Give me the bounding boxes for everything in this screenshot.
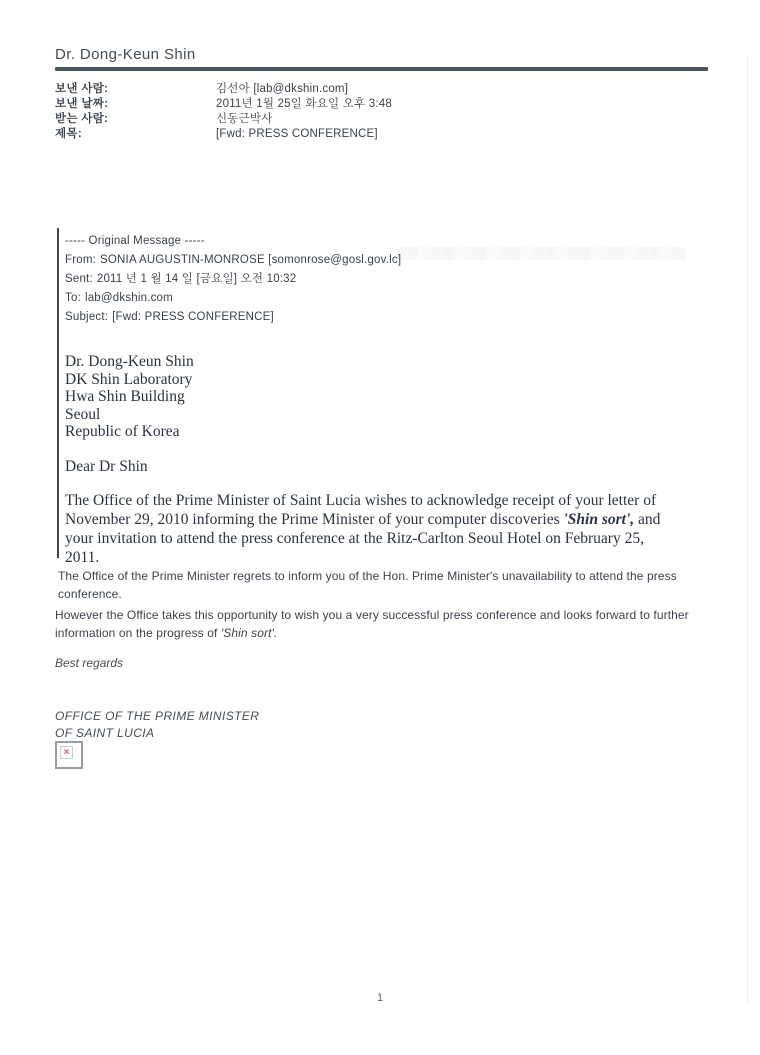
quote-header-value: lab@dkshin.com [84, 292, 173, 304]
quote-header-subject [65, 308, 677, 327]
quote-header-label: Subject: [65, 311, 109, 323]
mail-header-row-from [55, 82, 392, 97]
address-line: Hwa Shin Building [65, 388, 185, 405]
however-paragraph [55, 606, 705, 642]
broken-image-icon [60, 746, 73, 759]
however-text: However the Office takes this opportunity to wish you a very successful press conference and looks forward to further information on the progress of [55, 608, 689, 640]
quote-header-label: From: [65, 254, 97, 266]
quote-header-label: To: [65, 292, 81, 304]
quoted-original-message [57, 228, 677, 566]
signature-line: OF SAINT LUCIA [55, 726, 155, 740]
shin-sort-emphasis: 'Shin sort'. [220, 626, 278, 640]
quote-header-from [65, 251, 677, 270]
mail-header-row-date [55, 97, 392, 112]
mail-header-label: 보낸 날짜: [55, 98, 109, 110]
mail-header-label: 보낸 사람: [55, 83, 109, 95]
original-message-separator: ----- Original Message ----- [65, 235, 205, 247]
red-x-icon: × [63, 746, 70, 758]
broken-image-placeholder [55, 741, 83, 769]
mail-header-value: 2011년 1월 25일 화요일 오후 3:48 [216, 98, 392, 110]
address-line: DK Shin Laboratory [65, 370, 193, 388]
quote-header-value: 2011 년 1 월 14 일 [금요일] 오전 10:32 [96, 273, 297, 285]
letter-body-text: The Office of the Prime Minister of Saint Lucia wishes to acknowledge receipt of your letter of November 29, 2010 informing the Prime Minister of your computer discoveries [65, 491, 657, 528]
address-line: Republic of Korea [65, 423, 180, 440]
letter-body-paragraph [65, 491, 669, 567]
quote-header-value: [Fwd: PRESS CONFERENCE] [112, 311, 274, 323]
mail-header-label: 받는 사람: [55, 113, 109, 125]
page-number: 1 [376, 992, 384, 1004]
title-divider [55, 67, 708, 71]
mail-header-block [55, 82, 392, 142]
shin-sort-emphasis: 'Shin sort', [563, 510, 635, 528]
quote-header-sent [65, 270, 677, 289]
mail-header-value: 신동근박사 [216, 113, 273, 125]
scan-edge-line [747, 55, 748, 1005]
mail-header-value: 김선아 [lab@dkshin.com] [216, 83, 349, 95]
address-line: Seoul [65, 405, 101, 423]
quote-header-value: SONIA AUGUSTIN-MONROSE [somonrose@gosl.gov.lc] [100, 254, 402, 266]
letter-body-text: and your invitation to attend the press conference at the Ritz-Carlton Seoul Hotel on February 25, 2011. [65, 510, 661, 566]
signature-line: OFFICE OF THE PRIME MINISTER [55, 709, 260, 723]
quote-header-label: Sent: [65, 273, 93, 285]
page-title: Dr. Dong-Keun Shin [55, 46, 196, 63]
mail-header-row-to [55, 112, 392, 127]
salutation: Dear Dr Shin [65, 457, 148, 475]
signature-block [55, 708, 259, 742]
regrets-paragraph: The Office of the Prime Minister regrets to inform you of the Hon. Prime Minister's unavailability to attend the press conference. [58, 569, 677, 601]
mail-header-label: 제목: [55, 128, 82, 140]
mail-header-row-subject [55, 127, 392, 142]
mail-header-value: [Fwd: PRESS CONFERENCE] [216, 128, 378, 140]
address-line: Dr. Dong-Keun Shin [65, 353, 194, 370]
closing-line: Best regards [55, 656, 124, 670]
quote-header-to [65, 289, 677, 308]
recipient-address-block [65, 353, 677, 441]
